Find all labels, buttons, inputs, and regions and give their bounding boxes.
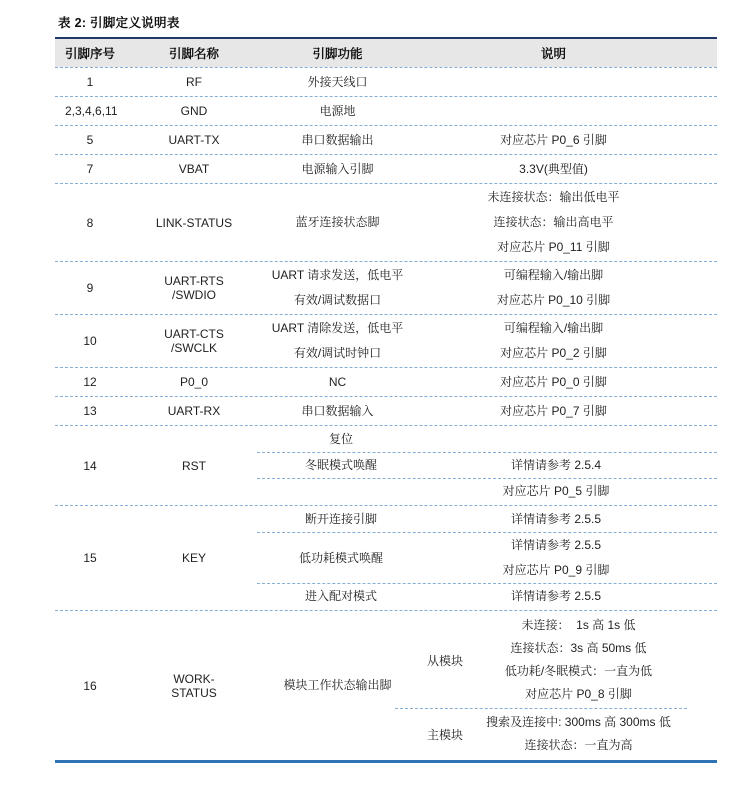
text-line: 3.3V(典型值) xyxy=(519,161,588,176)
pin-function-cell xyxy=(235,157,420,182)
text-line: 对应芯片 P0_6 引脚 xyxy=(500,132,607,147)
pin-number-cell: 2,3,4,6,11 xyxy=(65,104,118,118)
text-line: NC xyxy=(328,374,347,389)
pin-name-cell: RST xyxy=(182,458,206,473)
description-groups xyxy=(420,612,717,759)
text-line: 有效/调试时钟口 xyxy=(293,346,382,360)
pin-function-cell xyxy=(235,99,420,124)
table-row xyxy=(55,67,717,96)
text-line: 低功耗/冬眠模式：一直为低 xyxy=(504,664,653,678)
pin-function-cell xyxy=(235,316,420,366)
pin-description-cell xyxy=(425,453,717,478)
table-row xyxy=(55,425,717,505)
pin-function-cell xyxy=(235,370,420,395)
pin-name-cell: KEY xyxy=(181,551,206,565)
text-line: 未连接状态：输出低电平 xyxy=(487,190,620,204)
text-line: 串口数据输出 xyxy=(301,132,374,147)
text-line: 连接状态：输出高电平 xyxy=(493,215,614,229)
text-line: 连接状态：一直为高 xyxy=(524,738,633,752)
pin-description-cell xyxy=(425,584,717,609)
pin-function-cell xyxy=(257,507,425,532)
module-group xyxy=(395,708,687,759)
pin-name-cell: VBAT xyxy=(178,162,210,176)
pin-function-cell xyxy=(235,128,420,153)
text-line: 模块工作状态输出脚 xyxy=(283,678,392,692)
text-line: 详情请参考 2.5.5 xyxy=(510,512,602,526)
sub-row xyxy=(257,427,717,452)
pin-name-cell: GND xyxy=(180,104,208,118)
pin-number-cell: 15 xyxy=(83,551,97,565)
pin-function-cell xyxy=(235,673,420,698)
pin-number-cell: 7 xyxy=(86,162,94,176)
pin-function-cell xyxy=(257,546,425,571)
text-line: 搜索及连接中: 300ms 高 300ms 低 xyxy=(486,715,671,729)
module-lines xyxy=(470,614,687,706)
text-line: 对应芯片 P0_5 引脚 xyxy=(502,484,610,498)
pin-name-cell: UART-TX xyxy=(168,133,220,147)
pin-number-cell: 1 xyxy=(86,75,94,89)
sub-row xyxy=(257,583,717,609)
text-line: 电源地 xyxy=(319,103,356,118)
pin-number-cell: 12 xyxy=(83,375,97,389)
table-caption: 表 2: 引脚定义说明表 xyxy=(58,16,180,30)
table-header-row xyxy=(55,39,717,67)
pin-description-cell xyxy=(420,263,717,313)
pin-description-cell xyxy=(420,128,717,153)
pin-function-cell xyxy=(257,453,425,478)
pin-name-cell: LINK-STATUS xyxy=(155,215,233,230)
pin-name-cell: RF xyxy=(186,75,202,89)
pin-description-cell xyxy=(420,185,717,260)
module-label: 主模块 xyxy=(426,727,463,742)
table-row xyxy=(55,154,717,183)
pin-number-cell: 9 xyxy=(86,281,94,295)
pin-description-cell xyxy=(420,370,717,395)
sub-row xyxy=(257,532,717,583)
pin-name-cell: UART-RTS /SWDIO xyxy=(164,274,224,302)
pin-name-cell: UART-CTS /SWCLK xyxy=(164,327,224,355)
table-row xyxy=(55,261,717,314)
table-row xyxy=(55,367,717,396)
pin-description-cell xyxy=(425,507,717,532)
text-line: 可编程输入/输出脚 xyxy=(503,321,604,335)
text-line: 对应芯片 P0_7 引脚 xyxy=(500,403,607,418)
pin-function-cell xyxy=(257,427,425,452)
table-row xyxy=(55,396,717,425)
pin-function-cell xyxy=(235,70,420,95)
text-line: 对应芯片 P0_10 引脚 xyxy=(496,293,611,307)
sub-row xyxy=(257,507,717,532)
function-description-subrows xyxy=(257,427,717,504)
text-line: 对应芯片 P0_11 引脚 xyxy=(497,240,610,254)
pin-function-cell xyxy=(235,399,420,424)
text-line: 连接状态：3s 高 50ms 低 xyxy=(510,641,647,655)
col-header-pin-function: 引脚功能 xyxy=(312,47,363,61)
text-line: 外接天线口 xyxy=(307,74,368,89)
text-line: 未连接： 1s 高 1s 低 xyxy=(521,618,636,632)
module-label: 从模块 xyxy=(426,653,463,668)
pin-function-cell xyxy=(257,584,425,609)
pin-number-cell: 8 xyxy=(86,215,94,230)
pin-function-cell xyxy=(235,263,420,313)
text-line: 对应芯片 P0_0 引脚 xyxy=(500,374,607,389)
pin-description-cell xyxy=(420,399,717,424)
text-line: 详情请参考 2.5.5 xyxy=(510,589,602,603)
pin-description-cell xyxy=(425,533,717,583)
pin-number-cell: 16 xyxy=(83,678,97,693)
text-line: 对应芯片 P0_8 引脚 xyxy=(525,687,632,701)
text-line: 对应芯片 P0_9 引脚 xyxy=(502,563,610,577)
table-row xyxy=(55,183,717,261)
text-line: UART 请求发送，低电平 xyxy=(271,268,404,282)
sub-row xyxy=(257,452,717,478)
text-line: 冬眠模式唤醒 xyxy=(304,458,377,472)
text-line: 详情请参考 2.5.4 xyxy=(510,458,602,472)
table-row xyxy=(55,96,717,125)
function-description-subrows xyxy=(257,507,717,609)
text-line: 复位 xyxy=(328,432,353,446)
text-line: 对应芯片 P0_2 引脚 xyxy=(500,346,607,360)
text-line: 电源输入引脚 xyxy=(301,161,374,176)
table-row xyxy=(55,610,717,760)
col-header-pin-name: 引脚名称 xyxy=(168,47,219,61)
text-line: 有效/调试数据口 xyxy=(293,293,382,307)
col-header-pin-number: 引脚序号 xyxy=(65,47,116,61)
text-line: 可编程输入/输出脚 xyxy=(503,268,604,282)
pin-name-cell: P0_0 xyxy=(179,375,209,389)
pin-definition-table xyxy=(55,37,717,763)
pin-number-cell: 10 xyxy=(83,334,97,348)
pin-number-cell: 13 xyxy=(83,404,97,418)
table-row xyxy=(55,125,717,154)
text-line: 断开连接引脚 xyxy=(304,512,377,526)
text-line: UART 清除发送，低电平 xyxy=(271,321,404,335)
text-line: 蓝牙连接状态脚 xyxy=(295,215,380,229)
pin-description-cell xyxy=(420,316,717,366)
pin-number-cell: 14 xyxy=(83,458,97,473)
sub-row xyxy=(257,478,717,504)
pin-name-cell: WORK-STATUS xyxy=(171,671,217,700)
text-line: 进入配对模式 xyxy=(304,589,377,603)
text-line: 串口数据输入 xyxy=(301,403,374,418)
pin-description-cell xyxy=(420,157,717,182)
table-row xyxy=(55,505,717,610)
pin-function-cell xyxy=(235,210,420,235)
table-row xyxy=(55,314,717,367)
pin-description-cell xyxy=(425,479,717,504)
module-lines xyxy=(470,711,687,757)
col-header-description: 说明 xyxy=(540,47,566,61)
text-line: 低功耗模式唤醒 xyxy=(298,550,383,565)
pin-number-cell: 5 xyxy=(86,133,94,147)
text-line: 详情请参考 2.5.5 xyxy=(510,538,602,552)
table-body xyxy=(55,67,717,760)
pin-name-cell: UART-RX xyxy=(167,404,221,418)
module-group xyxy=(420,612,687,708)
